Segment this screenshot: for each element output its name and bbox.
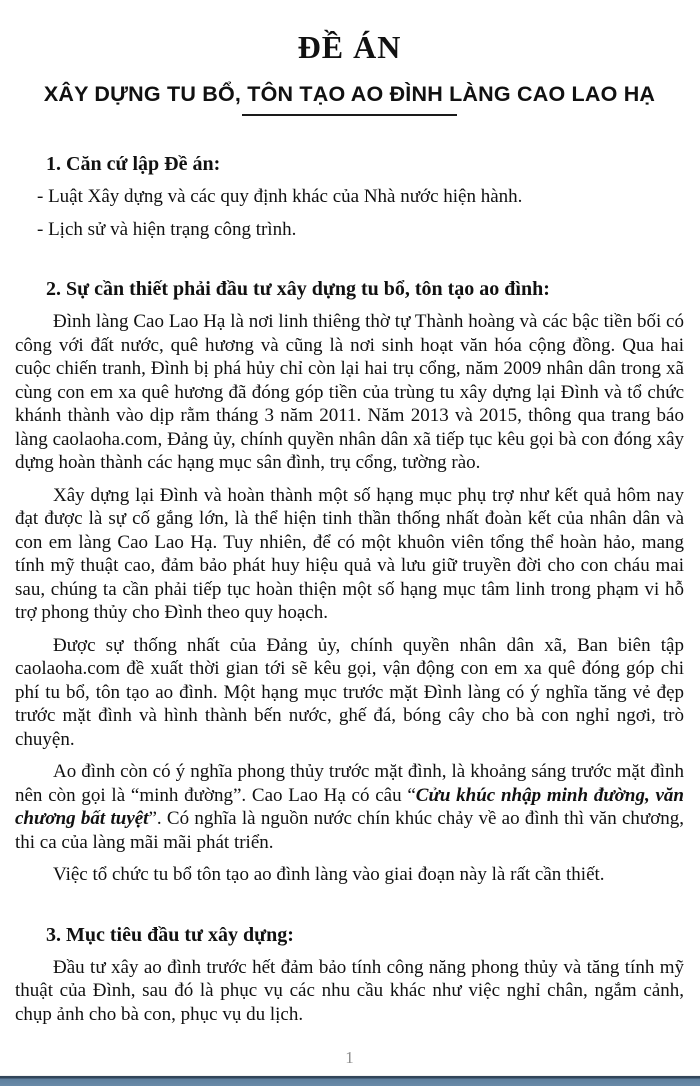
paragraph-4-lead-text: Ao đình còn có ý nghĩa phong thủy trước mặt đình, là khoảng sáng trước mặt đình nên còn gọi là “minh đường”. Cao Lao Hạ có câu “ (15, 761, 684, 806)
page-subtitle: XÂY DỰNG TU BỔ, TÔN TẠO AO ĐÌNH LÀNG CAO LAO HẠ (43, 82, 656, 107)
section-1-bullet-history: - Lịch sử và hiện trạng công trình. (37, 218, 297, 240)
section-3-heading: 3. Mục tiêu đầu tư xây dựng: (46, 923, 294, 946)
section-2-paragraph-4 (15, 760, 684, 854)
section-2-heading: 2. Sự cần thiết phải đầu tư xây dựng tu bổ, tôn tạo ao đình: (46, 278, 550, 301)
section-2-paragraph-1: Đình làng Cao Lao Hạ là nơi linh thiêng thờ tự Thành hoàng và các bậc tiền bối có công với đất nước, quê hương và cũng là nơi sinh hoạt văn hóa cộng đồng. Qua hai cuộc chiến tranh, Đình bị phá hủy chỉ còn lại hai trụ cổng, năm 2009 nhân dân trong xã cùng con em xa quê hương đã đóng góp tiền của trùng tu xây dựng lại Đình và tổ chức khánh thành vào dịp rằm tháng 3 năm 2011. Năm 2013 và 2015, thông qua trang báo làng caolaoha.com, Đảng ủy, chính quyền nhân dân xã tiếp tục kêu gọi bà con đóng xây dựng hoàn thành các hạng mục sân đình, trụ cổng, tường rào. (15, 311, 684, 474)
section-1-bullet-legal: - Luật Xây dựng và các quy định khác của Nhà nước hiện hành. (37, 186, 523, 208)
section-2-paragraph-3: Được sự thống nhất của Đảng ủy, chính quyền nhân dân xã, Ban biên tập caolaoha.com đề xuất thời gian tới sẽ kêu gọi, vận động con em xa quê đóng góp chi phí tu bổ, tôn tạo ao đình. Một hạng mục trước mặt Đình làng có ý nghĩa tăng vẻ đẹp trước mặt đình và hình thành bến nước, ghế đá, bóng cây cho bà con nghỉ ngơi, trò chuyện. (15, 634, 684, 750)
section-2-paragraph-2: Xây dựng lại Đình và hoàn thành một số hạng mục phụ trợ như kết quả hôm nay đạt được là sự cố gắng lớn, là thể hiện tinh thần thống nhất đoàn kết của nhân dân và con em làng Cao Lao Hạ. Tuy nhiên, để có một khuôn viên tổng thể hoàn hảo, mang tính mỹ thuật cao, đảm bảo phát huy hiệu quả và lưu giữ truyền đời cho con cháu mai sau, chúng ta cần phải tiếp tục hoàn thiện một số hạng mục tâm linh trong phạm vi hỗ trợ phong thủy cho Đình theo quy hoạch. (15, 484, 684, 624)
window-bottom-bar (0, 1075, 700, 1086)
title-underline-rule (242, 114, 457, 116)
section-2-paragraph-5: Việc tổ chức tu bổ tôn tạo ao đình làng vào giai đoạn này là rất cần thiết. (53, 864, 605, 886)
paragraph-4-trailing-text: ”. Có nghĩa là nguồn nước chín khúc chảy về ao đình thì văn chương, thi ca của làng mãi mãi phát triển. (15, 808, 685, 853)
page-number: 1 (345, 1048, 354, 1068)
page-title: ĐỀ ÁN (297, 29, 402, 65)
section-3-paragraph-1: Đầu tư xây ao đình trước hết đảm bảo tính công năng phong thủy và tăng tính mỹ thuật của Đình, sau đó là phục vụ các nhu cầu khác như việc nghỉ chân, ngắm cảnh, chụp ảnh cho bà con, phục vụ du lịch. (15, 956, 684, 1025)
paragraph-4-proverb-quote: Cửu khúc nhập minh đường, văn chương bất tuyệt (15, 784, 684, 830)
section-1-heading: 1. Căn cứ lập Đề án: (46, 153, 221, 176)
